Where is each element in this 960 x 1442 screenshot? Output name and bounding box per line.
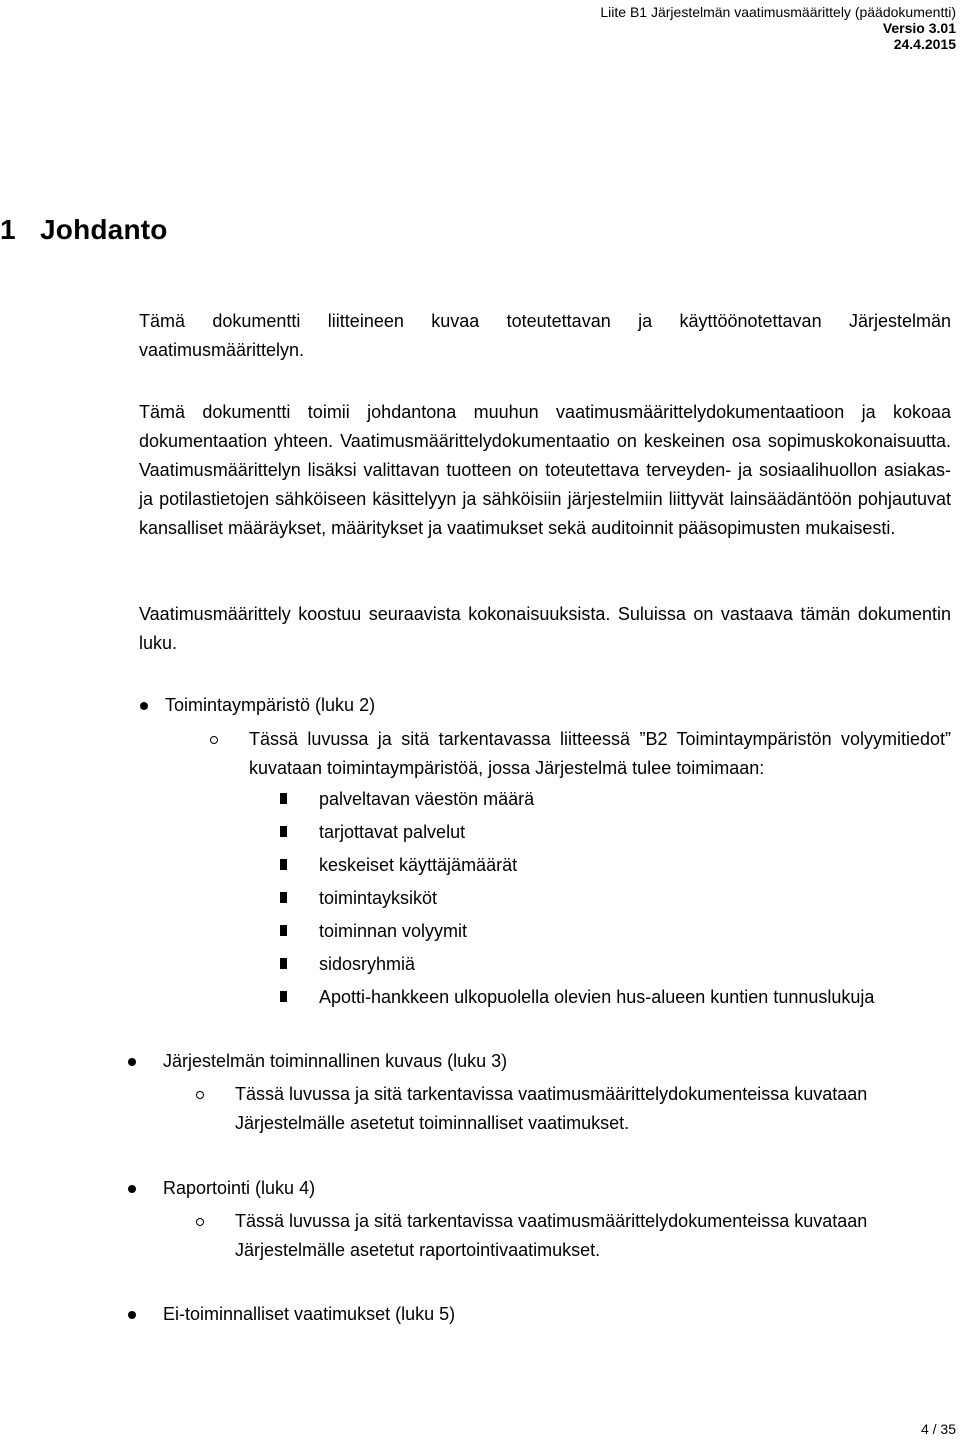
nested-list-item-text: palveltavan väestön määrä <box>319 789 535 809</box>
section-number: 1 <box>0 214 16 245</box>
nested-list-item-text: Apotti-hankkeen ulkopuolella olevien hus-alueen kuntien tunnuslukuja <box>319 987 875 1007</box>
sub-list-item <box>235 1080 951 1138</box>
bullet-icon <box>140 702 148 710</box>
sub-list-item-text: Tässä luvussa ja sitä tarkentavissa vaatimusmäärittelydokumenteissa kuvataan Järjestelmälle asetetut raportointivaatimukset. <box>235 1211 868 1260</box>
circle-bullet-icon <box>196 1218 204 1226</box>
paragraph-structure: Vaatimusmäärittely koostuu seuraavista kokonaisuuksista. Suluissa on vastaava tämän dokumentin luku. <box>139 604 951 653</box>
nested-list-item <box>319 950 415 979</box>
bullet-icon <box>128 1058 136 1066</box>
square-bullet-icon <box>280 793 287 804</box>
list-item <box>165 691 375 720</box>
nested-list-item <box>319 785 534 814</box>
nested-list-item <box>319 851 517 880</box>
nested-list-item <box>319 884 437 913</box>
nested-list-item-text: sidosryhmiä <box>319 954 416 974</box>
list-item-label: Toimintaympäristö (luku 2) <box>165 695 376 715</box>
bullet-icon <box>128 1185 136 1193</box>
list-item <box>163 1047 507 1076</box>
sub-list-item <box>249 725 951 783</box>
square-bullet-icon <box>280 859 287 870</box>
list-item-label: Raportointi (luku 4) <box>163 1178 316 1198</box>
circle-bullet-icon <box>196 1091 204 1099</box>
list-item <box>163 1174 315 1203</box>
nested-list-item-text: tarjottavat palvelut <box>319 822 466 842</box>
section-title: Johdanto <box>40 214 168 245</box>
nested-list-item <box>319 917 467 946</box>
header-version: Versio 3.01 <box>882 20 956 36</box>
circle-bullet-icon <box>210 736 218 744</box>
paragraph-overview: Tämä dokumentti toimii johdantona muuhun vaatimusmäärittelydokumentaatioon ja kokoaa dokumentaation yhteen. Vaatimusmäärittelydokumentaatio on keskeinen osa sopimuskokonaisuutta. Vaatimusmäärittelyn lisäksi valittavan tuotteen on toteutettava terveyden- ja sosiaalihuollon asiakas- ja potilastietojen sähköiseen käsittelyyn ja sähköisiin järjestelmiin liittyvät lainsäädäntöön pohjautuvat kansalliset määräykset, määritykset ja vaatimukset sekä auditoinnit pääsopimusten mukaisesti. <box>139 402 951 538</box>
nested-list-item-text: toiminnan volyymit <box>319 921 468 941</box>
header-date: 24.4.2015 <box>893 36 956 52</box>
sub-list-item-text: Tässä luvussa ja sitä tarkentavissa vaatimusmäärittelydokumenteissa kuvataan Järjestelmälle asetetut toiminnalliset vaatimukset. <box>235 1084 868 1133</box>
square-bullet-icon <box>280 826 287 837</box>
nested-list-item-text: toimintayksiköt <box>319 888 438 908</box>
bullet-icon <box>128 1311 136 1319</box>
square-bullet-icon <box>280 958 287 969</box>
list-item <box>163 1300 455 1329</box>
sub-list-item <box>235 1207 951 1265</box>
list-item-label: Järjestelmän toiminnallinen kuvaus (luku 3) <box>163 1051 508 1071</box>
nested-list-item <box>319 983 874 1012</box>
sub-list-item-text: Tässä luvussa ja sitä tarkentavassa liitteessä ”B2 Toimintaympäristön volyymitiedot” kuvataan toimintaympäristöä, jossa Järjestelmä tulee toimimaan: <box>249 729 951 778</box>
square-bullet-icon <box>280 892 287 903</box>
page-number: 4 / 35 <box>920 1421 956 1437</box>
header-title: Liite B1 Järjestelmän vaatimusmäärittely (päädokumentti) <box>600 4 956 20</box>
square-bullet-icon <box>280 925 287 936</box>
section-heading <box>0 214 168 246</box>
square-bullet-icon <box>280 991 287 1002</box>
nested-list-item <box>319 818 465 847</box>
paragraph-intro: Tämä dokumentti liitteineen kuvaa toteutettavan ja käyttöönotettavan Järjestelmän vaatimusmäärittelyn. <box>139 311 951 360</box>
nested-list-item-text: keskeiset käyttäjämäärät <box>319 855 518 875</box>
list-item-label: Ei-toiminnalliset vaatimukset (luku 5) <box>163 1304 456 1324</box>
